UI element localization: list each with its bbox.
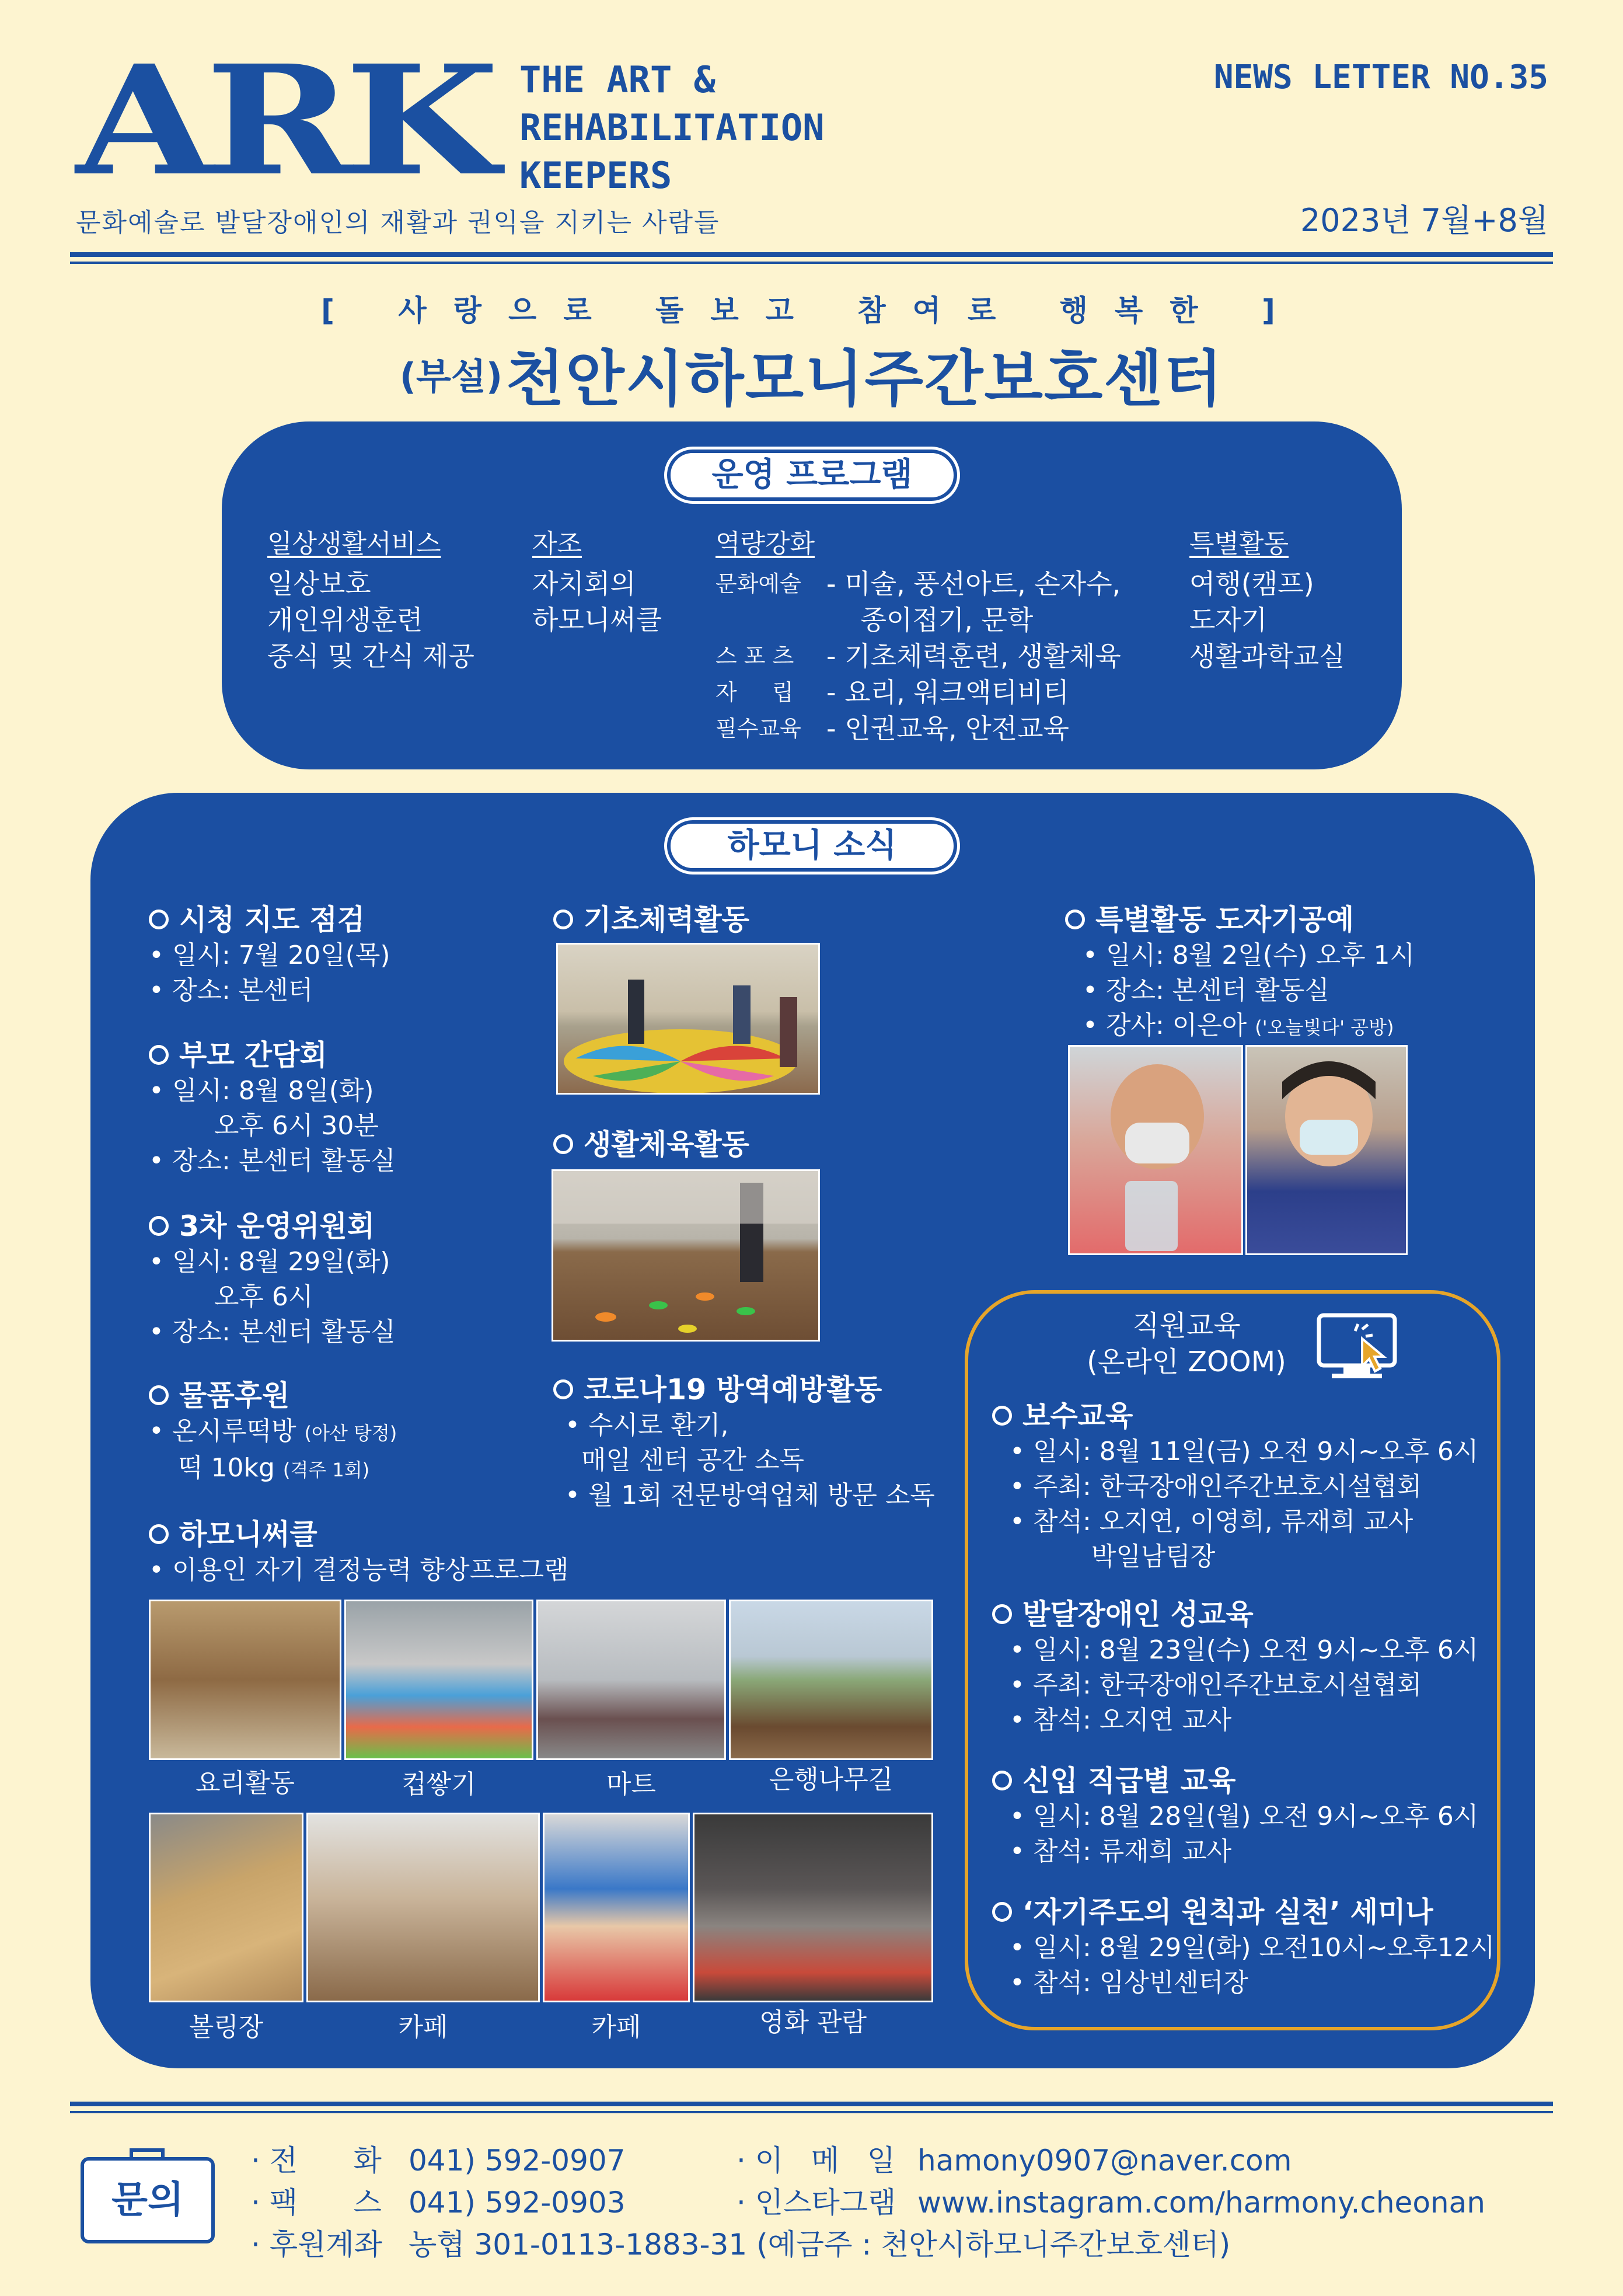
circle-bullet-icon bbox=[1065, 910, 1085, 929]
daily-service-column bbox=[267, 522, 474, 674]
fax-row: · 팩 스 041) 592-0903 bbox=[251, 2186, 626, 2220]
cafe-photo-2 bbox=[543, 1813, 690, 2002]
fitness-photo bbox=[556, 943, 820, 1095]
contact-label: 문의 bbox=[81, 2157, 215, 2243]
committee-section: 3차 운영위원회 • 일시: 8월 29일(화) 오후 6시 • 장소: 본센터 활동실 bbox=[149, 1210, 396, 1347]
title-name: 천안시하모니주간보호센터 bbox=[505, 343, 1224, 414]
parachute-image bbox=[558, 945, 820, 1095]
email-link[interactable]: hamony0907@naver.com bbox=[917, 2144, 1292, 2177]
circle-bullet-icon bbox=[149, 1045, 169, 1065]
photo-caption: 카페 bbox=[398, 2012, 448, 2042]
inspection-section: 시청 지도 점검 • 일시: 7월 20일(목) • 장소: 본센터 bbox=[149, 903, 390, 1005]
slogan: [ 사랑으로 돌보고 참여로 행복한 ] bbox=[321, 294, 1302, 327]
account-value: 농협 301-0113-1883-31 (예금주 : 천안시하모니주간보호센터) bbox=[409, 2228, 1231, 2262]
circle-bullet-icon bbox=[149, 1524, 169, 1544]
cafe-photo-1 bbox=[306, 1813, 540, 2002]
circle-bullet-icon bbox=[553, 1134, 573, 1154]
title-prefix: (부설) bbox=[399, 355, 503, 398]
circle-bullet-icon bbox=[992, 1902, 1012, 1922]
pottery-photo-2 bbox=[1245, 1045, 1408, 1255]
fitness-section: 기초체력활동 bbox=[553, 902, 749, 938]
list-item: 필수교육 - 인권교육, 안전교육 bbox=[715, 713, 1069, 744]
self-help-title: 자조 bbox=[532, 529, 582, 559]
staff-edu-1: 보수교육 • 일시: 8월 11일(금) 오전 9시~오후 6시 • 주최: 한국장애인주간보호시설협회 • 참석: 오지연, 이영희, 류재희 교사 박일남팀장 bbox=[992, 1398, 1478, 1574]
staff-edu-2: 발달장애인 성교육 • 일시: 8월 23일(수) 오전 9시~오후 6시 • 주최: 한국장애인주간보호시설협회 • 참석: 오지연 교사 bbox=[992, 1597, 1478, 1738]
photo-caption: 볼링장 bbox=[189, 2012, 264, 2042]
movie-photo bbox=[693, 1813, 933, 2002]
programs-heading: 운영 프로그램 bbox=[667, 450, 957, 501]
person-with-glass-image bbox=[1070, 1047, 1243, 1255]
header-divider-thin bbox=[70, 262, 1553, 264]
fax-value: 041) 592-0903 bbox=[409, 2186, 626, 2220]
person-with-mask-image bbox=[1247, 1047, 1408, 1255]
list-item: 중식 및 간식 제공 bbox=[267, 640, 474, 672]
list-item: 하모니써클 bbox=[532, 604, 662, 636]
list-item: 도자기 bbox=[1189, 604, 1268, 636]
center-title bbox=[0, 330, 1623, 417]
photo-caption: 요리활동 bbox=[195, 1768, 295, 1798]
daily-service-title: 일상생활서비스 bbox=[267, 529, 441, 559]
special-title: 특별활동 bbox=[1189, 529, 1289, 559]
list-item: 개인위생훈련 bbox=[267, 604, 423, 636]
bowling-photo bbox=[149, 1813, 303, 2002]
list-item: 일상보호 bbox=[267, 568, 371, 600]
cup-stacking-photo bbox=[344, 1600, 533, 1760]
staff-edu-4: ‘자기주도의 원칙과 실천’ 세미나 • 일시: 8월 29일(화) 오전10시~오후12시 • 참석: 임상빈센터장 bbox=[992, 1894, 1495, 2001]
covid-section: 코로나19 방역예방활동 • 수시로 환기, 매일 센터 공간 소독 • 월 1회 전문방역업체 방문 소독 bbox=[553, 1372, 935, 1513]
sports-section: 생활체육활동 bbox=[553, 1127, 749, 1163]
list-item: 생활과학교실 bbox=[1189, 640, 1345, 672]
pottery-photo-1 bbox=[1068, 1045, 1243, 1255]
instagram-link[interactable]: www.instagram.com/harmony.cheonan bbox=[917, 2186, 1485, 2220]
special-column bbox=[1189, 522, 1345, 674]
circle-bullet-icon bbox=[992, 1406, 1012, 1426]
cooking-photo bbox=[149, 1600, 341, 1760]
photo-caption: 은행나무길 bbox=[769, 1765, 893, 1795]
circle-bullet-icon bbox=[992, 1771, 1012, 1790]
footer-divider bbox=[70, 2102, 1553, 2106]
self-help-column bbox=[532, 522, 662, 638]
logo-subtitle: THE ART & REHABILITATION KEEPERS bbox=[519, 58, 825, 197]
photo-caption: 컵쌓기 bbox=[402, 1769, 476, 1799]
tagline: 문화예술로 발달장애인의 재활과 권익을 지키는 사람들 bbox=[76, 208, 720, 238]
monitor-cursor-icon bbox=[1314, 1311, 1402, 1386]
circle-bullet-icon bbox=[553, 910, 573, 929]
email-row: · 이 메 일 hamony0907@naver.com bbox=[737, 2144, 1292, 2177]
photo-caption: 카페 bbox=[591, 2012, 641, 2042]
parents-meeting-section: 부모 간담회 • 일시: 8월 8일(화) 오후 6시 30분 • 장소: 본센터 활동실 bbox=[149, 1039, 396, 1176]
photo-caption: 영화 관람 bbox=[759, 2008, 867, 2037]
staff-education-heading: 직원교육 (온라인 ZOOM) bbox=[1087, 1309, 1286, 1378]
staff-edu-3: 신입 직급별 교육 • 일시: 8월 28일(월) 오전 9시~오후 6시 • 참석: 류재희 교사 bbox=[992, 1763, 1478, 1869]
newsletter-date: 2023년 7월+8월 bbox=[1300, 202, 1548, 239]
photo-caption: 마트 bbox=[606, 1769, 656, 1799]
list-item: 자 립 - 요리, 워크액티비티 bbox=[715, 677, 1069, 708]
capacity-title: 역량강화 bbox=[715, 529, 815, 559]
news-heading: 하모니 소식 bbox=[667, 820, 957, 872]
list-item: 여행(캠프) bbox=[1189, 568, 1314, 600]
circle-bullet-icon bbox=[149, 1385, 169, 1405]
pottery-section: 특별활동 도자기공예 • 일시: 8월 2일(수) 오후 1시 • 장소: 본센터 활동실 • 강사: 이은아 ('오늘빛다' 공방) bbox=[1065, 902, 1415, 1045]
footer-divider-thin bbox=[70, 2111, 1553, 2113]
account-row: · 후원계좌 농협 301-0113-1883-31 (예금주 : 천안시하모니주간보호센터) bbox=[251, 2228, 1231, 2262]
newsletter-number: NEWS LETTER NO.35 bbox=[1213, 58, 1548, 96]
donation-section: 물품후원 • 온시루떡방 (아산 탕정) 떡 10kg (격주 1회) bbox=[149, 1379, 397, 1483]
phone-value: 041) 592-0907 bbox=[409, 2144, 626, 2177]
header-divider bbox=[70, 252, 1553, 257]
circle-bullet-icon bbox=[992, 1604, 1012, 1624]
capacity-column bbox=[715, 522, 1121, 747]
ginkgo-road-photo bbox=[729, 1600, 933, 1760]
sports-photo bbox=[552, 1169, 820, 1342]
circle-bullet-icon bbox=[149, 1216, 169, 1236]
list-item: 문화예술 - 미술, 풍선아트, 손자수, bbox=[715, 568, 1121, 600]
list-item: 자치회의 bbox=[532, 568, 636, 600]
mart-photo bbox=[536, 1600, 726, 1760]
cones-image bbox=[553, 1171, 820, 1342]
harmony-circle-section: 하모니써클 • 이용인 자기 결정능력 향상프로그램 bbox=[149, 1518, 569, 1585]
list-item: 스 포 츠 - 기초체력훈련, 생활체육 bbox=[715, 640, 1121, 672]
list-item: 종이접기, 문학 bbox=[826, 604, 1034, 636]
circle-bullet-icon bbox=[149, 910, 169, 929]
instagram-row: · 인스타그램 www.instagram.com/harmony.cheonan bbox=[737, 2186, 1485, 2220]
ark-logo: ARK bbox=[76, 32, 491, 209]
circle-bullet-icon bbox=[553, 1379, 573, 1399]
phone-row: · 전 화 041) 592-0907 bbox=[251, 2144, 626, 2177]
